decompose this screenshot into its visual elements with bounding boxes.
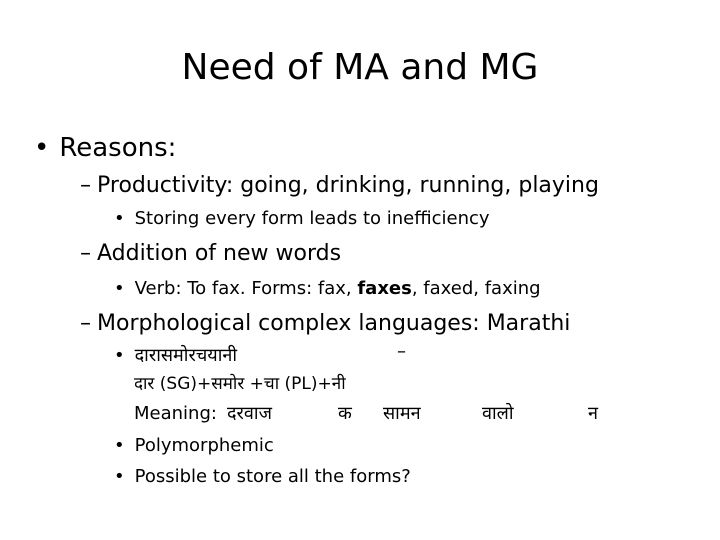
subitem-morphological <box>80 310 570 338</box>
subitem-productivity-text: Productivity: going, drinking, running, playing <box>97 173 599 198</box>
marathi-word-dash: – <box>397 341 406 362</box>
dash-marker: – <box>80 173 91 198</box>
bullet-dot: • <box>114 435 125 456</box>
meaning-word-3: सामन <box>383 403 421 424</box>
bullet-dot: • <box>114 278 125 299</box>
verb-fax-text-post: , faxed, faxing <box>411 278 541 299</box>
subitem-new-words-text: Addition of new words <box>97 241 342 266</box>
bullet-store-forms <box>114 465 411 489</box>
bullet-polymorphemic-text: Polymorphemic <box>134 435 274 456</box>
bullet-dot: • <box>114 345 125 366</box>
bullet-reasons-text: Reasons: <box>59 133 177 163</box>
bullet-dot: • <box>114 466 125 487</box>
verb-fax-text-pre: Verb: To fax. Forms: fax, <box>134 278 358 299</box>
dash-marker: – <box>80 311 91 336</box>
subsubitem-storing <box>114 207 490 231</box>
dash-marker: – <box>80 241 91 266</box>
subitem-productivity <box>80 172 599 200</box>
meaning-word-1: दरवाज <box>227 403 272 424</box>
marathi-word-line <box>114 344 237 368</box>
bullet-dot: • <box>34 133 50 163</box>
subitem-morphological-text: Morphological complex languages: Marathi <box>97 311 571 336</box>
meaning-label: Meaning: <box>134 403 217 424</box>
bullet-store-forms-text: Possible to store all the forms? <box>134 466 411 487</box>
slide-title: Need of MA and MG <box>181 47 539 88</box>
meaning-word-2: क <box>338 403 352 424</box>
meaning-word-4: वालो <box>482 403 514 424</box>
bullet-reasons <box>34 132 176 164</box>
subsubitem-storing-text: Storing every form leads to inefficiency <box>134 208 490 229</box>
meaning-word-5: न <box>588 403 598 424</box>
subitem-new-words <box>80 240 341 268</box>
bullet-polymorphemic <box>114 434 274 458</box>
bullet-dot: • <box>114 208 125 229</box>
subsubitem-verb-fax <box>114 277 541 301</box>
marathi-word: दारासमोरचयानी <box>134 345 238 366</box>
verb-fax-text-bold: faxes <box>357 278 412 299</box>
marathi-breakdown: दार (SG)+समोर +चा (PL)+नी <box>134 374 346 394</box>
